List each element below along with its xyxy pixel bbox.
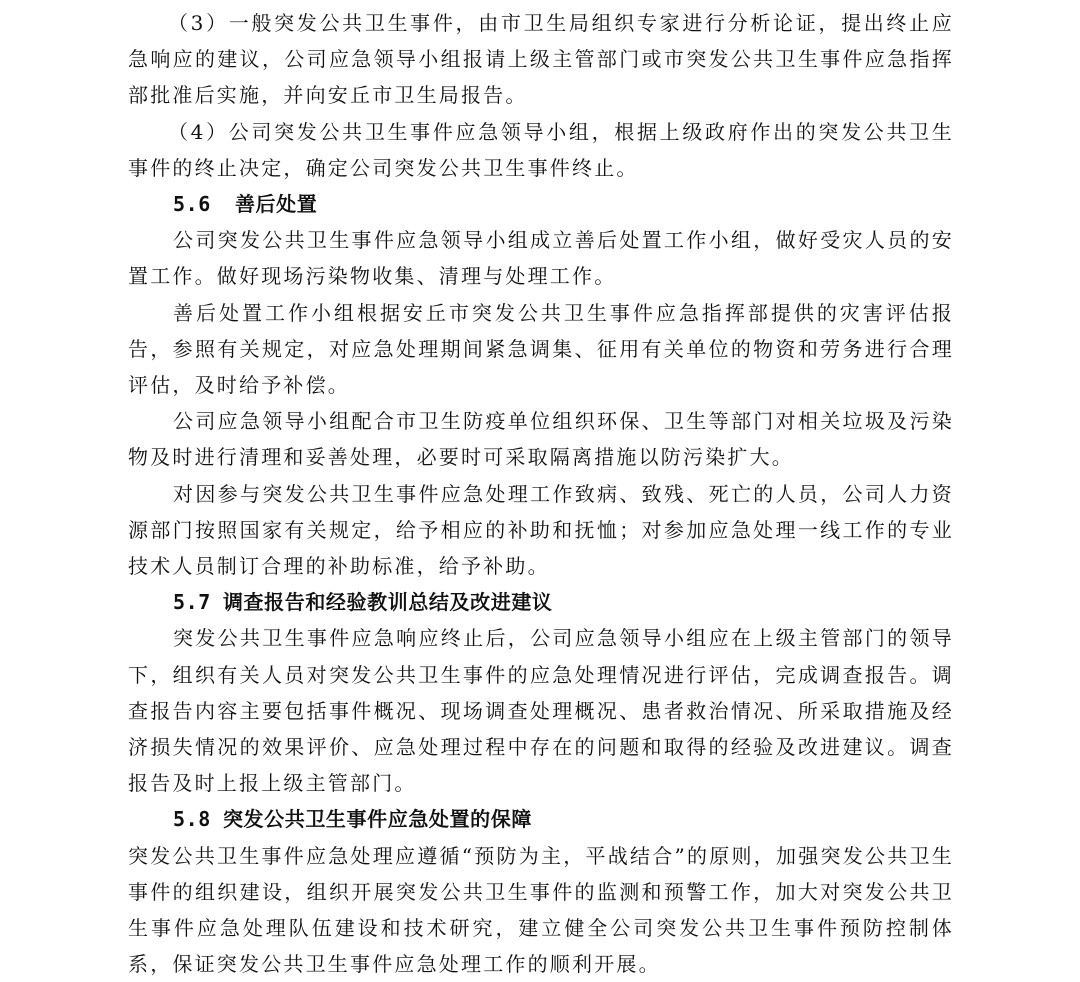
section-title: 突发公共卫生事件应急处置的保障 bbox=[222, 807, 532, 832]
paragraph: 突发公共卫生事件应急响应终止后，公司应急领导小组应在上级主管部门的领导下，组织有关人员对突发公共卫生事件的应急处理情况进行评估，完成调查报告。调查报告内容主要包括事件概况、现场调查处理概况、患者救治情况、所采取措施及经济损失情况的效果评价、应急处理过程中存在的问题和取得的经验及改进建议。调查报告及时上报上级主管部门。 bbox=[128, 626, 954, 796]
document-page bbox=[128, 5, 954, 982]
section-heading-5-8 bbox=[128, 801, 954, 837]
paragraph: 对因参与突发公共卫生事件应急处理工作致病、致残、死亡的人员，公司人力资源部门按照国家有关规定，给予相应的补助和抚恤；对参加应急处理一线工作的专业技术人员制订合理的补助标准，给予补助。 bbox=[128, 481, 954, 579]
section-number: 5.6 bbox=[173, 192, 211, 217]
section-number: 5.7 bbox=[173, 590, 211, 615]
list-item-3: （3）一般突发公共卫生事件，由市卫生局组织专家进行分析论证，提出终止应急响应的建议，公司应急领导小组报请上级主管部门或市突发公共卫生事件应急指挥部批准后实施，并向安丘市卫生局报告。 bbox=[128, 11, 954, 108]
section-title: 善后处置 bbox=[234, 192, 318, 217]
paragraph: 突发公共卫生事件应急处理应遵循“预防为主，平战结合”的原则，加强突发公共卫生事件的组织建设，组织开展突发公共卫生事件的监测和预警工作，加大对突发公共卫生事件应急处理队伍建设和技术研究，建立健全公司突发公共卫生事件预防控制体系，保证突发公共卫生事件应急处理工作的顺利开展。 bbox=[128, 843, 954, 977]
paragraph: 公司应急领导小组配合市卫生防疫单位组织环保、卫生等部门对相关垃圾及污染物及时进行清理和妥善处理，必要时可采取隔离措施以防污染扩大。 bbox=[128, 409, 954, 470]
section-title: 调查报告和经验教训总结及改进建议 bbox=[222, 590, 553, 615]
paragraph: 善后处置工作小组根据安丘市突发公共卫生事件应急指挥部提供的灾害评估报告，参照有关规定，对应急处理期间紧急调集、征用有关单位的物资和劳务进行合理评估，及时给予补偿。 bbox=[128, 300, 954, 398]
paragraph: 公司突发公共卫生事件应急领导小组成立善后处置工作小组，做好受灾人员的安置工作。做好现场污染物收集、清理与处理工作。 bbox=[128, 228, 954, 289]
list-item-4: （4）公司突发公共卫生事件应急领导小组，根据上级政府作出的突发公共卫生事件的终止决定，确定公司突发公共卫生事件终止。 bbox=[128, 119, 954, 180]
section-heading-5-7 bbox=[128, 584, 954, 620]
section-number: 5.8 bbox=[173, 807, 211, 832]
section-heading-5-6 bbox=[128, 186, 954, 222]
